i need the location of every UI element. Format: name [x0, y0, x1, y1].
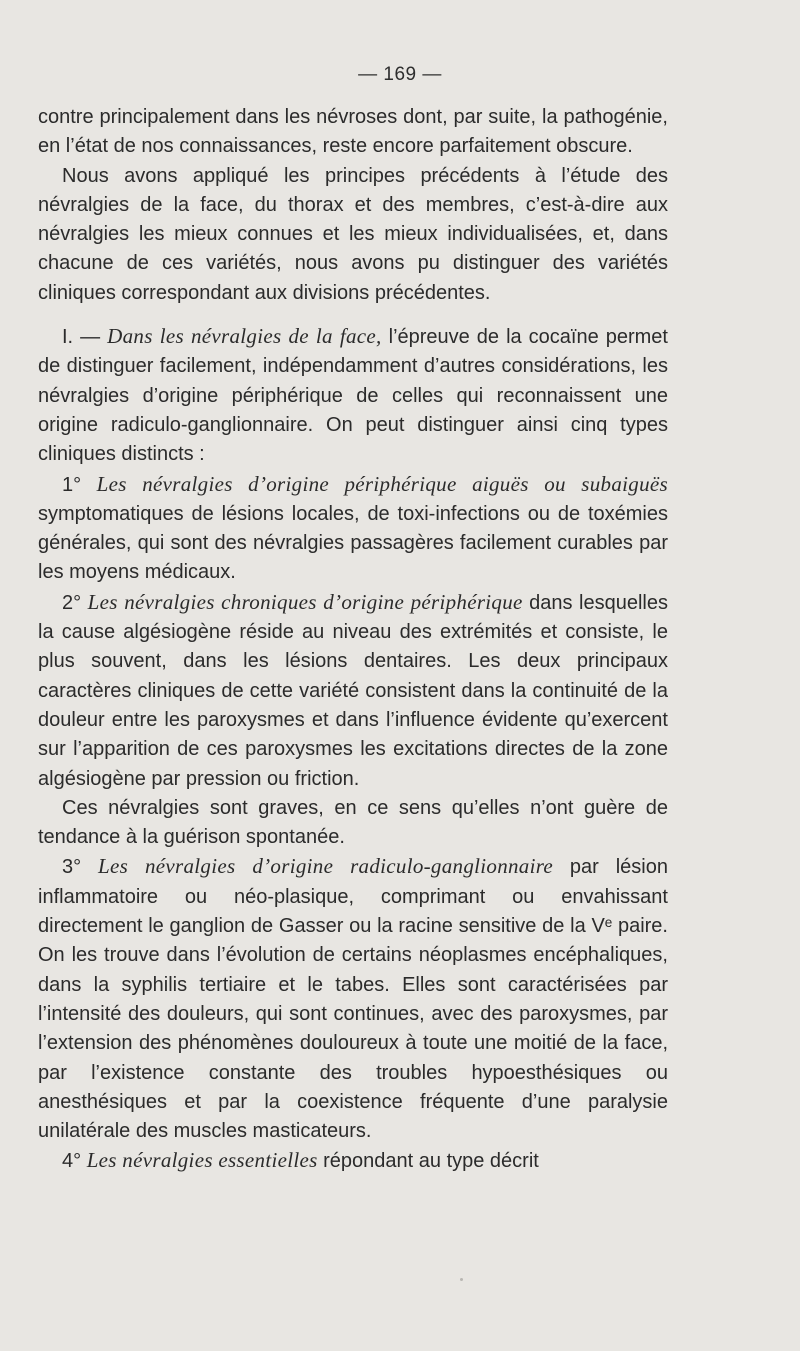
section-face-neuralgia [38, 322, 668, 469]
list-item-type-4 [38, 1146, 668, 1176]
text-run: 2° [62, 591, 88, 614]
italic-run: Les névralgies d’origine périphérique aiguës ou subaiguës [96, 471, 668, 496]
text-run: contre principalement dans les névroses dont, par suite, la pathogénie, en l’état de nos connaissances, reste encore parfaitement obscure. [38, 106, 668, 158]
text-run: Nous avons appliqué les principes précédents à l’étude des névralgies de la face, du thorax et des membres, c’est-à-dire aux névralgies les mieux connues et les mieux individualisées, et, dans chacune de ces variétés, nous avons pu distinguer des variétés cliniques correspondant aux divisions précédentes. [38, 164, 668, 304]
list-item-type-2 [38, 588, 668, 794]
text-run: 4° [62, 1150, 87, 1173]
text-run: 3° [62, 856, 99, 879]
italic-run: Les névralgies essentielles [86, 1148, 318, 1173]
text-run: I. — [62, 326, 108, 349]
text-run: dans lesquelles la cause algésiogène réside au niveau des extrémités et consiste, le plus souvent, dans les lésions dentaires. Les deux principaux caractères cliniques de cette variété consistent dans la continuité de la douleur entre les paroxysmes et dans l’influence évidente qu’exercent sur l’apparition de ces paroxysmes les excitations directes de la zone algésiogène par pression ou friction. [38, 591, 668, 790]
list-item-type-1 [38, 470, 668, 588]
page-number: — 169 — [358, 64, 442, 85]
italic-run: Dans les névralgies de la face, [107, 324, 382, 349]
text-run: l’épreuve de la cocaïne permet de distinguer facilement, indépendamment d’autres considérations, les névralgies d’origine périphérique de celles qui reconnaissent une origine radiculo-ganglionnaire. On peut distinguer ainsi cinq types cliniques distincts : [38, 326, 668, 466]
italic-run: Les névralgies chroniques d’origine périphérique [87, 589, 523, 614]
text-run: 1° [62, 473, 97, 496]
body-text [38, 103, 668, 1177]
text-run: symptomatiques de lésions locales, de toxi-infections ou de toxémies générales, qui sont des névralgies passagères facilement curables par les moyens médicaux. [38, 502, 668, 584]
text-run: Ces névralgies sont graves, en ce sens qu’elles n’ont guère de tendance à la guérison spontanée. [38, 796, 668, 849]
text-run: répondant au type décrit [317, 1150, 539, 1173]
list-item-type-3 [38, 852, 668, 1146]
text-run: par lésion inflammatoire ou néo-plasique, comprimant ou envahissant directement le ganglion de Gasser ou la racine sensitive de la Vᵉ paire. On les trouve dans l’évolution de certains néoplasmes encéphaliques, dans la syphilis tertiaire et le tabes. Elles sont caractérisées par l’intensité des douleurs, qui sont continues, avec des paroxysmes, par l’extension des phénomènes douloureux à toute une moitié de la face, par l’existence constante des troubles hypoesthésiques ou anesthésiques et par la coexistence fréquente d’une paralysie unilatérale des muscles masticateurs. [38, 856, 668, 1143]
paper-speck [460, 1278, 463, 1281]
paragraph-gravity [38, 794, 668, 853]
italic-run: Les névralgies d’origine radiculo-ganglionnaire [98, 854, 554, 879]
paragraph-continuation [38, 103, 668, 162]
paragraph-method [38, 162, 668, 308]
